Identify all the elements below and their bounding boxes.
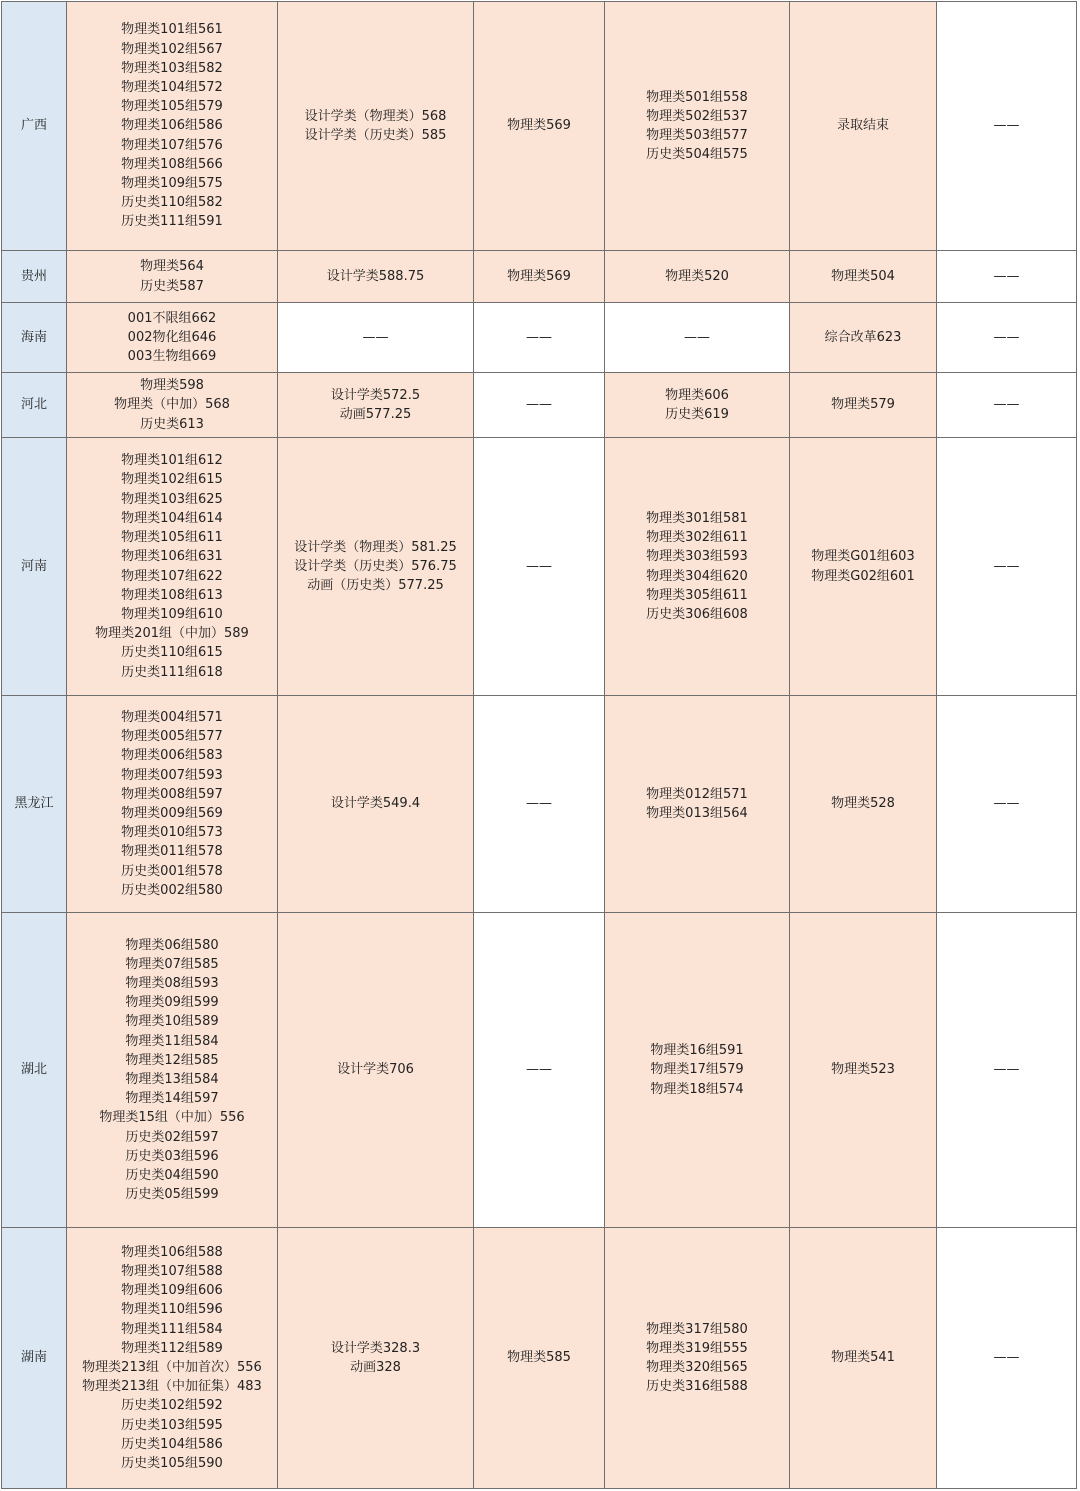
cell-line: 历史类110组582 xyxy=(121,195,223,211)
cell-line: 物理类107组622 xyxy=(121,568,223,584)
cell-line: 物理类07组585 xyxy=(125,956,219,972)
cell-line: —— xyxy=(526,397,552,413)
cell-line: 物理类08组593 xyxy=(125,975,219,991)
cell-line: 物理类102组567 xyxy=(121,41,223,57)
extra-cell-col7 xyxy=(937,303,1077,373)
cell-line: 物理类06组580 xyxy=(125,937,219,953)
cell-line: 物理类106组631 xyxy=(121,549,223,565)
design-scores-cell xyxy=(278,1228,474,1489)
province-cell: 海南 xyxy=(2,303,67,373)
cell-line: 物理类107组576 xyxy=(121,137,223,153)
score-cell-col6 xyxy=(790,303,937,373)
cell-line: 物理类598 xyxy=(140,378,204,394)
cell-line: 设计学类（物理类）581.25 xyxy=(294,539,457,555)
cell-line: 物理类G01组603 xyxy=(811,549,915,565)
cell-line: —— xyxy=(526,329,552,345)
cell-line: 历史类103组595 xyxy=(121,1417,223,1433)
score-cell-col6 xyxy=(790,913,937,1228)
cell-line: 动画577.25 xyxy=(339,407,412,422)
cell-line: 物理类112组589 xyxy=(121,1340,223,1356)
cell-line: 物理类004组571 xyxy=(121,709,223,725)
cell-line: 物理类17组579 xyxy=(650,1062,744,1078)
extra-cell-col7 xyxy=(937,696,1077,913)
cell-line: 物理类107组588 xyxy=(121,1263,223,1279)
cell-line: 录取结束 xyxy=(836,118,889,134)
cell-line: 物理类12组585 xyxy=(125,1052,219,1068)
province-cell: 贵州 xyxy=(2,251,67,303)
cell-line: 物理类303组593 xyxy=(646,549,748,565)
table-row xyxy=(2,2,1077,251)
cell-line: 物理类101组612 xyxy=(121,453,223,469)
cell-line: —— xyxy=(993,1062,1020,1078)
score-cell-col4 xyxy=(474,373,605,438)
score-cell-col4 xyxy=(474,913,605,1228)
cell-line: 物理类523 xyxy=(831,1062,895,1078)
table-row xyxy=(2,438,1077,696)
cell-line: 物理类201组（中加）589 xyxy=(95,626,249,642)
cell-line: 物理类319组555 xyxy=(646,1340,748,1356)
design-scores-cell xyxy=(278,2,474,251)
cell-line: 物理类013组564 xyxy=(646,806,748,821)
cell-line: 003生物组669 xyxy=(127,349,217,365)
province-cell: 湖北 xyxy=(2,913,67,1228)
admission-score-table xyxy=(1,1,1077,1489)
cell-line: 历史类619 xyxy=(665,407,729,422)
cell-line: 物理类606 xyxy=(665,387,729,403)
cell-line: 物理类564 xyxy=(140,259,204,275)
cell-line: 历史类105组590 xyxy=(121,1456,223,1472)
cell-line: 物理类105组611 xyxy=(121,530,223,546)
cell-line: 物理类579 xyxy=(831,397,895,413)
cell-line: —— xyxy=(993,1350,1020,1366)
cell-line: —— xyxy=(526,1062,552,1078)
cell-line: 设计学类549.4 xyxy=(330,796,421,812)
cell-line: 物理类302组611 xyxy=(646,530,748,546)
cell-line: 物理类111组584 xyxy=(121,1321,223,1337)
cell-line: —— xyxy=(526,558,552,574)
group-scores-cell xyxy=(67,696,278,913)
cell-line: 物理类317组580 xyxy=(646,1321,748,1337)
cell-line: 物理类13组584 xyxy=(125,1072,219,1087)
cell-line: 物理类569 xyxy=(507,118,571,134)
cell-line: 物理类101组561 xyxy=(121,22,223,38)
cell-line: 设计学类588.75 xyxy=(326,268,425,284)
extra-cell-col7 xyxy=(937,373,1077,438)
cell-line: 历史类02组597 xyxy=(125,1129,219,1145)
group-scores-cell-col5 xyxy=(605,1228,790,1489)
cell-line: 综合改革623 xyxy=(824,329,902,345)
cell-line: 物理类109组606 xyxy=(121,1283,223,1299)
cell-line: —— xyxy=(526,796,552,812)
score-cell-col6 xyxy=(790,373,937,438)
table-row xyxy=(2,303,1077,373)
group-scores-cell-col5 xyxy=(605,373,790,438)
cell-line: 物理类105组579 xyxy=(121,99,223,115)
cell-line: 物理类15组（中加）556 xyxy=(99,1110,245,1126)
score-cell-col4 xyxy=(474,303,605,373)
group-scores-cell xyxy=(67,438,278,696)
cell-line: 物理类110组596 xyxy=(121,1302,223,1318)
cell-line: 物理类528 xyxy=(831,796,895,812)
design-scores-cell xyxy=(278,373,474,438)
cell-line: 物理类（中加）568 xyxy=(114,397,230,413)
cell-line: 历史类306组608 xyxy=(646,606,748,622)
cell-line: 物理类104组572 xyxy=(121,79,223,95)
cell-line: 设计学类328.3 xyxy=(330,1340,421,1356)
group-scores-cell xyxy=(67,913,278,1228)
cell-line: —— xyxy=(993,118,1020,134)
province-cell: 河南 xyxy=(2,438,67,696)
province-cell: 湖南 xyxy=(2,1228,67,1489)
extra-cell-col7 xyxy=(937,913,1077,1228)
group-scores-cell-col5 xyxy=(605,303,790,373)
cell-line: 设计学类（物理类）568 xyxy=(304,108,447,124)
cell-line: 历史类001组578 xyxy=(121,863,223,879)
cell-line: —— xyxy=(684,329,710,345)
cell-line: 物理类501组558 xyxy=(646,89,748,105)
score-cell-col4 xyxy=(474,1228,605,1489)
cell-line: 物理类11组584 xyxy=(125,1033,219,1049)
cell-line: 历史类05组599 xyxy=(125,1187,219,1203)
cell-line: 物理类G02组601 xyxy=(811,568,915,584)
cell-line: 物理类569 xyxy=(507,268,571,284)
cell-line: 物理类106组586 xyxy=(121,118,223,134)
cell-line: 物理类213组（中加首次）556 xyxy=(82,1360,262,1375)
score-cell-col4 xyxy=(474,2,605,251)
score-cell-col6 xyxy=(790,2,937,251)
cell-line: 物理类503组577 xyxy=(646,128,748,143)
cell-line: 历史类111组591 xyxy=(121,214,223,230)
cell-line: —— xyxy=(993,268,1020,284)
score-cell-col4 xyxy=(474,438,605,696)
extra-cell-col7 xyxy=(937,251,1077,303)
extra-cell-col7 xyxy=(937,2,1077,251)
table-row xyxy=(2,373,1077,438)
cell-line: 物理类504 xyxy=(831,268,895,284)
cell-line: 历史类102组592 xyxy=(121,1398,223,1414)
design-scores-cell xyxy=(278,696,474,913)
group-scores-cell-col5 xyxy=(605,913,790,1228)
cell-line: 历史类316组588 xyxy=(646,1379,748,1395)
cell-line: 物理类305组611 xyxy=(646,587,748,603)
cell-line: 物理类007组593 xyxy=(121,767,223,783)
province-cell: 广西 xyxy=(2,2,67,251)
cell-line: 历史类504组575 xyxy=(646,147,748,163)
cell-line: 物理类585 xyxy=(507,1350,571,1366)
cell-line: 历史类110组615 xyxy=(121,645,223,661)
design-scores-cell xyxy=(278,251,474,303)
cell-line: 历史类03组596 xyxy=(125,1148,219,1164)
cell-line: 设计学类（历史类）576.75 xyxy=(294,558,457,574)
cell-line: —— xyxy=(362,329,389,345)
group-scores-cell-col5 xyxy=(605,696,790,913)
cell-line: 物理类104组614 xyxy=(121,510,223,526)
cell-line: 物理类320组565 xyxy=(646,1360,748,1375)
score-cell-col6 xyxy=(790,696,937,913)
group-scores-cell xyxy=(67,303,278,373)
cell-line: 设计学类（历史类）585 xyxy=(304,128,447,143)
cell-line: 物理类14组597 xyxy=(125,1091,219,1107)
cell-line: 历史类587 xyxy=(140,278,204,294)
cell-line: 物理类008组597 xyxy=(121,786,223,802)
score-cell-col6 xyxy=(790,438,937,696)
cell-line: 物理类010组573 xyxy=(121,825,223,841)
design-scores-cell xyxy=(278,438,474,696)
group-scores-cell-col5 xyxy=(605,438,790,696)
cell-line: 002物化组646 xyxy=(127,329,217,345)
cell-line: 物理类103组582 xyxy=(121,60,223,76)
cell-line: 历史类04组590 xyxy=(125,1168,219,1184)
cell-line: 物理类006组583 xyxy=(121,748,223,764)
cell-line: 历史类104组586 xyxy=(121,1436,223,1452)
cell-line: 物理类304组620 xyxy=(646,568,748,584)
cell-line: 物理类09组599 xyxy=(125,995,219,1011)
table-row xyxy=(2,696,1077,913)
cell-line: 历史类111组618 xyxy=(121,664,223,680)
cell-line: 物理类103组625 xyxy=(121,491,223,507)
cell-line: 物理类301组581 xyxy=(646,510,748,526)
cell-line: 设计学类572.5 xyxy=(330,387,421,403)
score-cell-col6 xyxy=(790,251,937,303)
score-cell-col4 xyxy=(474,696,605,913)
cell-line: 物理类012组571 xyxy=(646,786,748,802)
cell-line: 物理类10组589 xyxy=(125,1014,219,1030)
cell-line: 物理类16组591 xyxy=(650,1043,744,1059)
cell-line: 设计学类706 xyxy=(337,1062,414,1078)
design-scores-cell xyxy=(278,303,474,373)
cell-line: 历史类613 xyxy=(140,416,204,432)
cell-line: 物理类109组610 xyxy=(121,606,223,622)
extra-cell-col7 xyxy=(937,1228,1077,1489)
table-row xyxy=(2,1228,1077,1489)
table-body xyxy=(2,2,1077,1489)
cell-line: —— xyxy=(993,796,1020,812)
group-scores-cell-col5 xyxy=(605,2,790,251)
table-row xyxy=(2,251,1077,303)
cell-line: 物理类108组566 xyxy=(121,156,223,172)
cell-line: 物理类520 xyxy=(665,268,729,284)
cell-line: 动画（历史类）577.25 xyxy=(307,578,444,594)
group-scores-cell xyxy=(67,1228,278,1489)
group-scores-cell-col5 xyxy=(605,251,790,303)
cell-line: 物理类18组574 xyxy=(650,1081,744,1097)
cell-line: 历史类002组580 xyxy=(121,882,223,898)
cell-line: 物理类011组578 xyxy=(121,844,223,860)
cell-line: 物理类109组575 xyxy=(121,176,223,191)
extra-cell-col7 xyxy=(937,438,1077,696)
group-scores-cell xyxy=(67,251,278,303)
score-cell-col4 xyxy=(474,251,605,303)
cell-line: —— xyxy=(993,397,1020,413)
cell-line: 物理类106组588 xyxy=(121,1244,223,1260)
cell-line: 物理类502组537 xyxy=(646,108,748,124)
table-row xyxy=(2,913,1077,1228)
cell-line: 物理类213组（中加征集）483 xyxy=(82,1379,262,1395)
design-scores-cell xyxy=(278,913,474,1228)
cell-line: 物理类102组615 xyxy=(121,472,223,488)
cell-line: 物理类541 xyxy=(831,1350,895,1366)
group-scores-cell xyxy=(67,2,278,251)
group-scores-cell xyxy=(67,373,278,438)
cell-line: 物理类005组577 xyxy=(121,729,223,745)
cell-line: —— xyxy=(993,558,1020,574)
cell-line: —— xyxy=(993,329,1020,345)
score-cell-col6 xyxy=(790,1228,937,1489)
province-cell: 河北 xyxy=(2,373,67,438)
cell-line: 动画328 xyxy=(350,1360,401,1375)
cell-line: 物理类009组569 xyxy=(121,806,223,821)
cell-line: 001不限组662 xyxy=(127,310,217,326)
cell-line: 物理类108组613 xyxy=(121,587,223,603)
province-cell: 黑龙江 xyxy=(2,696,67,913)
